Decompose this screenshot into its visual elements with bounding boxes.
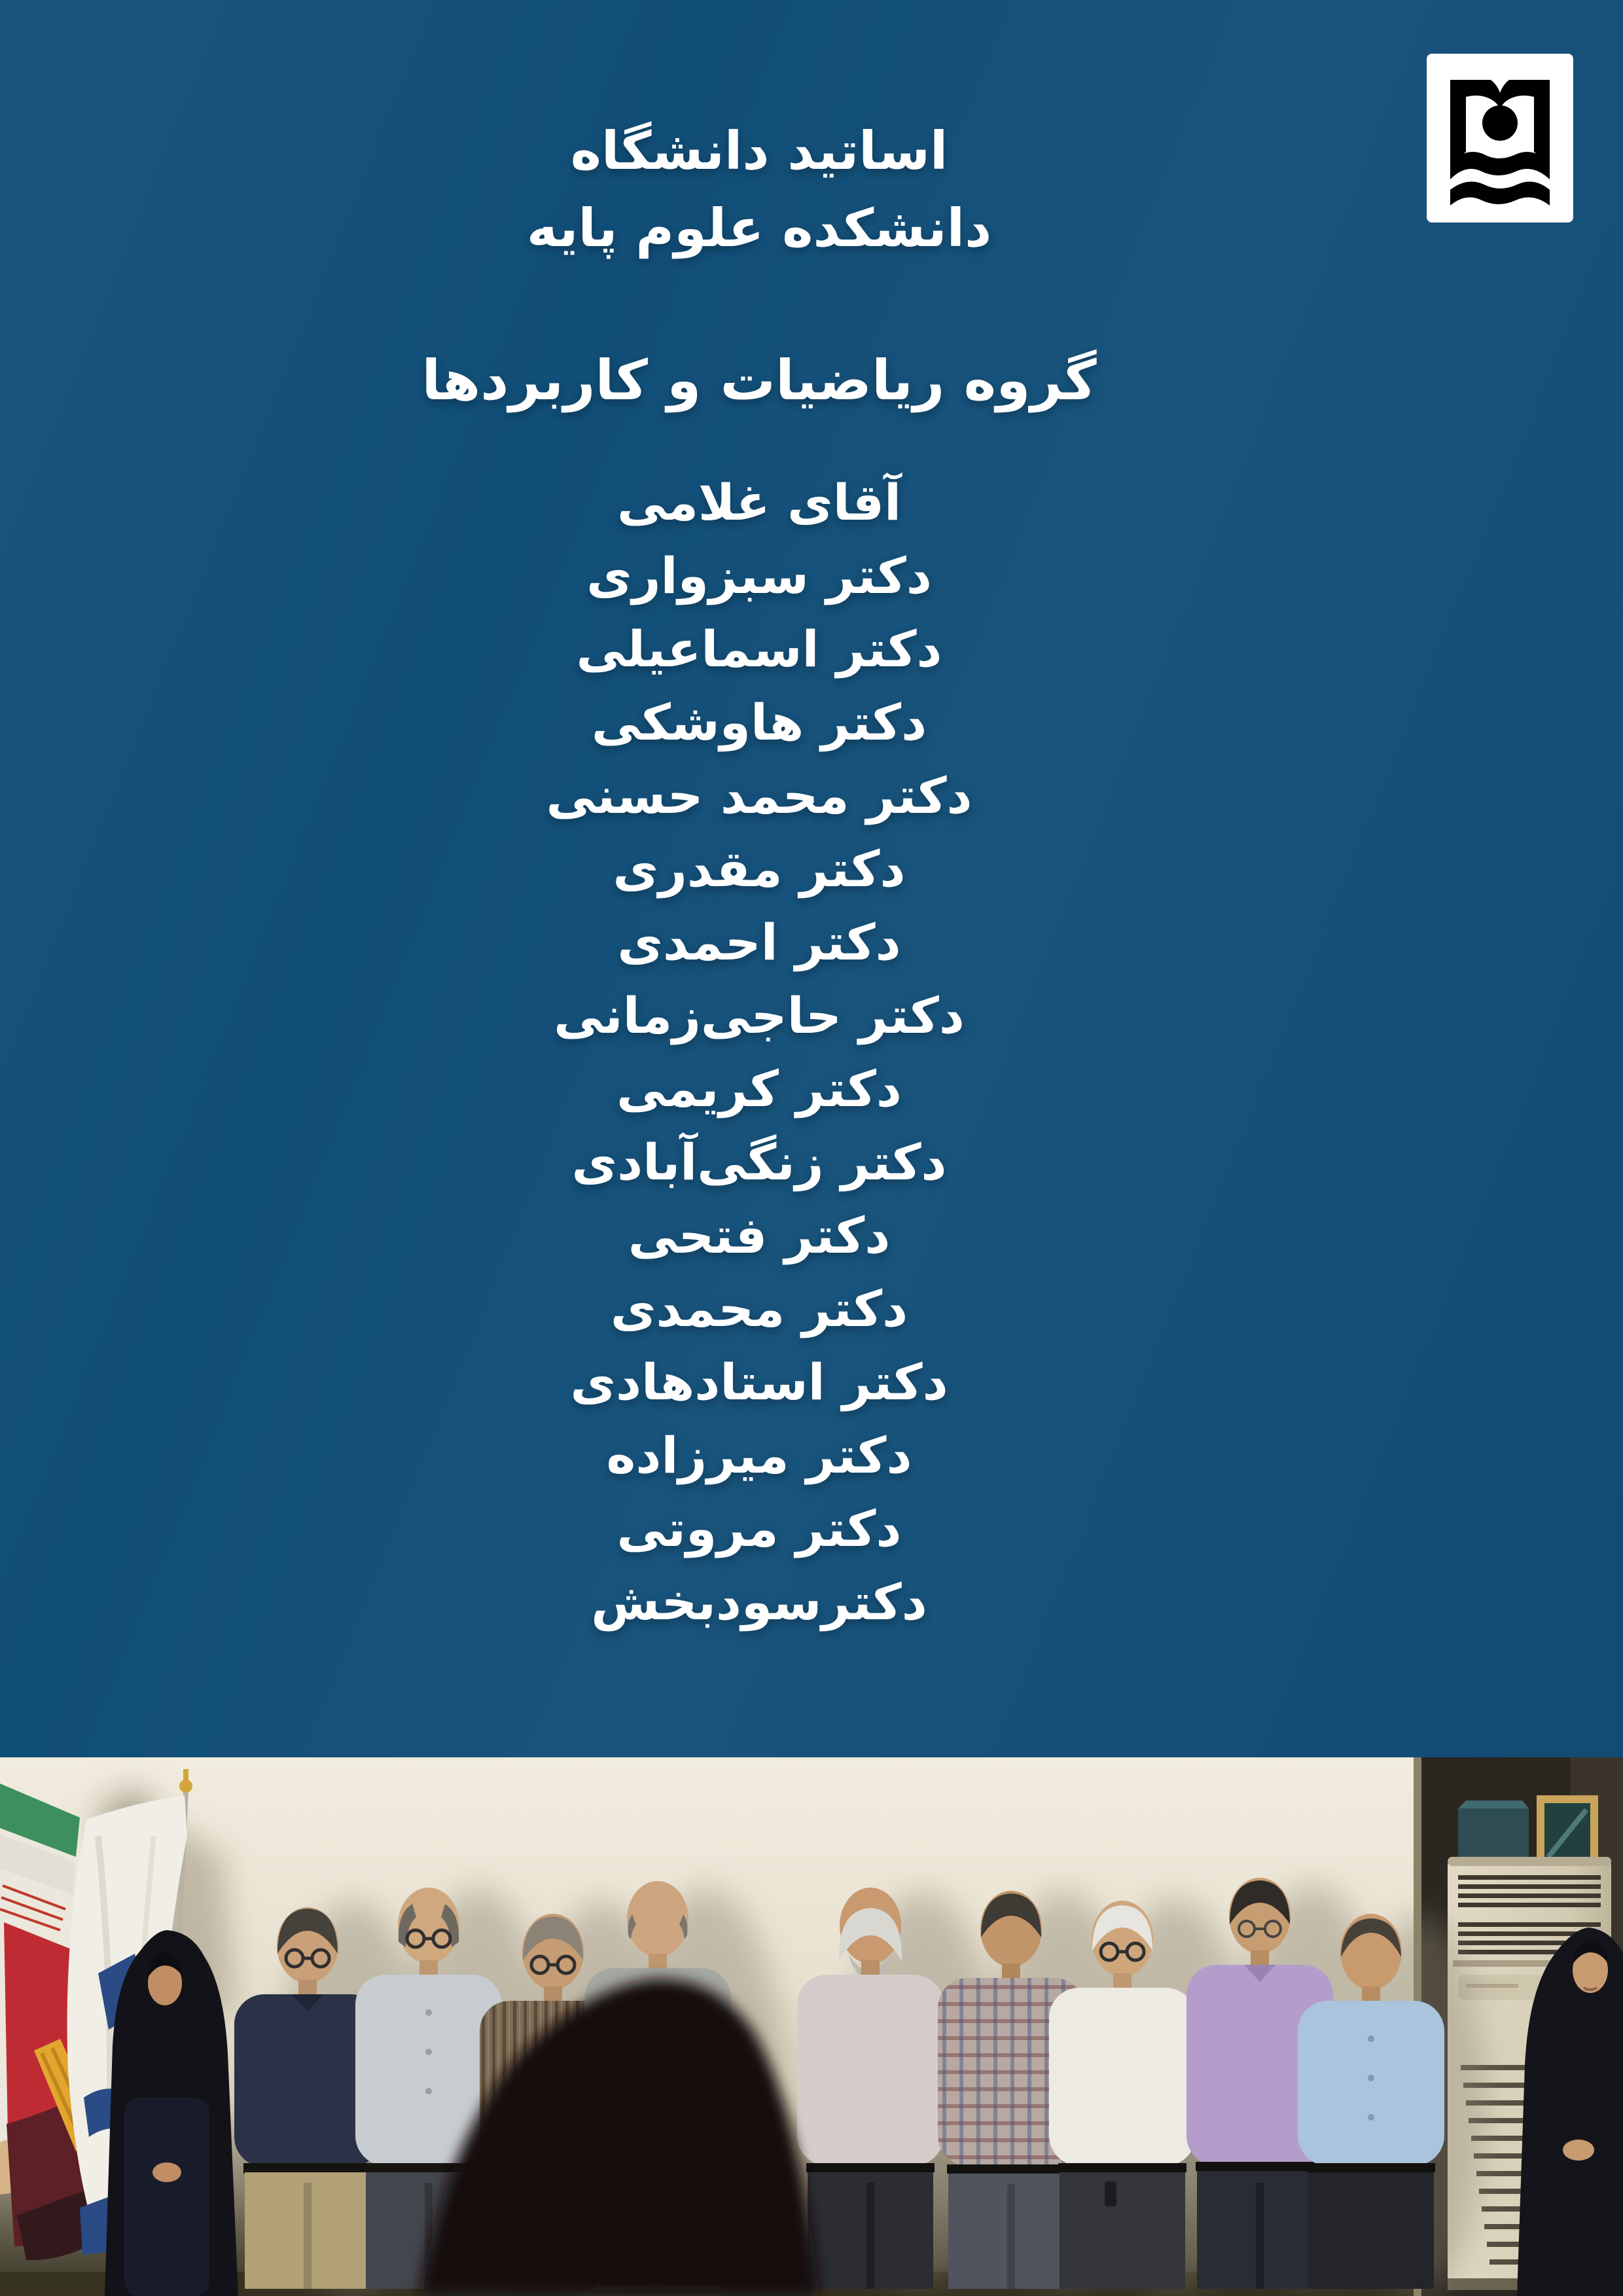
group-title: گروه ریاضیات و کاربردها: [421, 348, 1097, 412]
professor-name: دکتر استادهادی: [570, 1353, 948, 1411]
university-book-sun-waves-logo-icon: [1427, 54, 1573, 223]
header-line-2: دانشکده علوم پایه: [526, 198, 992, 259]
professor-name: دکتر هاوشکی: [591, 693, 927, 751]
professors-list: [0, 466, 1518, 1639]
professor-name: دکتر سبزواری: [586, 547, 932, 605]
header-line-1: اساتید دانشگاه: [570, 120, 948, 181]
phone-icon: [1346, 2187, 1357, 2212]
university-logo: [1427, 54, 1573, 223]
poster-header: [0, 113, 1518, 267]
professor-name: دکتر محمد حسنی: [546, 766, 972, 825]
professor-name: دکتر حاجی‌زمانی: [554, 986, 965, 1045]
logo-emblem: [1450, 80, 1550, 206]
group-photo: [0, 1757, 1623, 2296]
professor-name: آقای غلامی: [616, 473, 902, 531]
professor-name: دکتر میرزاده: [606, 1426, 912, 1484]
professor-name: دکتر احمدی: [617, 913, 901, 971]
professor-name: دکتر کریمی: [616, 1060, 902, 1118]
professor-name: دکتر محمدی: [610, 1280, 908, 1338]
professor-name: دکتر مقدری: [613, 840, 906, 898]
professor-name: دکترسودبخش: [591, 1573, 927, 1631]
professor-name: دکتر فتحی: [628, 1206, 891, 1265]
professor-name: دکتر زنگی‌آبادی: [571, 1133, 947, 1191]
phone-icon: [1105, 2181, 1116, 2206]
group-photo-scene: [0, 1757, 1623, 2296]
professor-name: دکتر مروتی: [616, 1499, 902, 1558]
professor-name: دکتر اسماعیلی: [576, 620, 942, 678]
